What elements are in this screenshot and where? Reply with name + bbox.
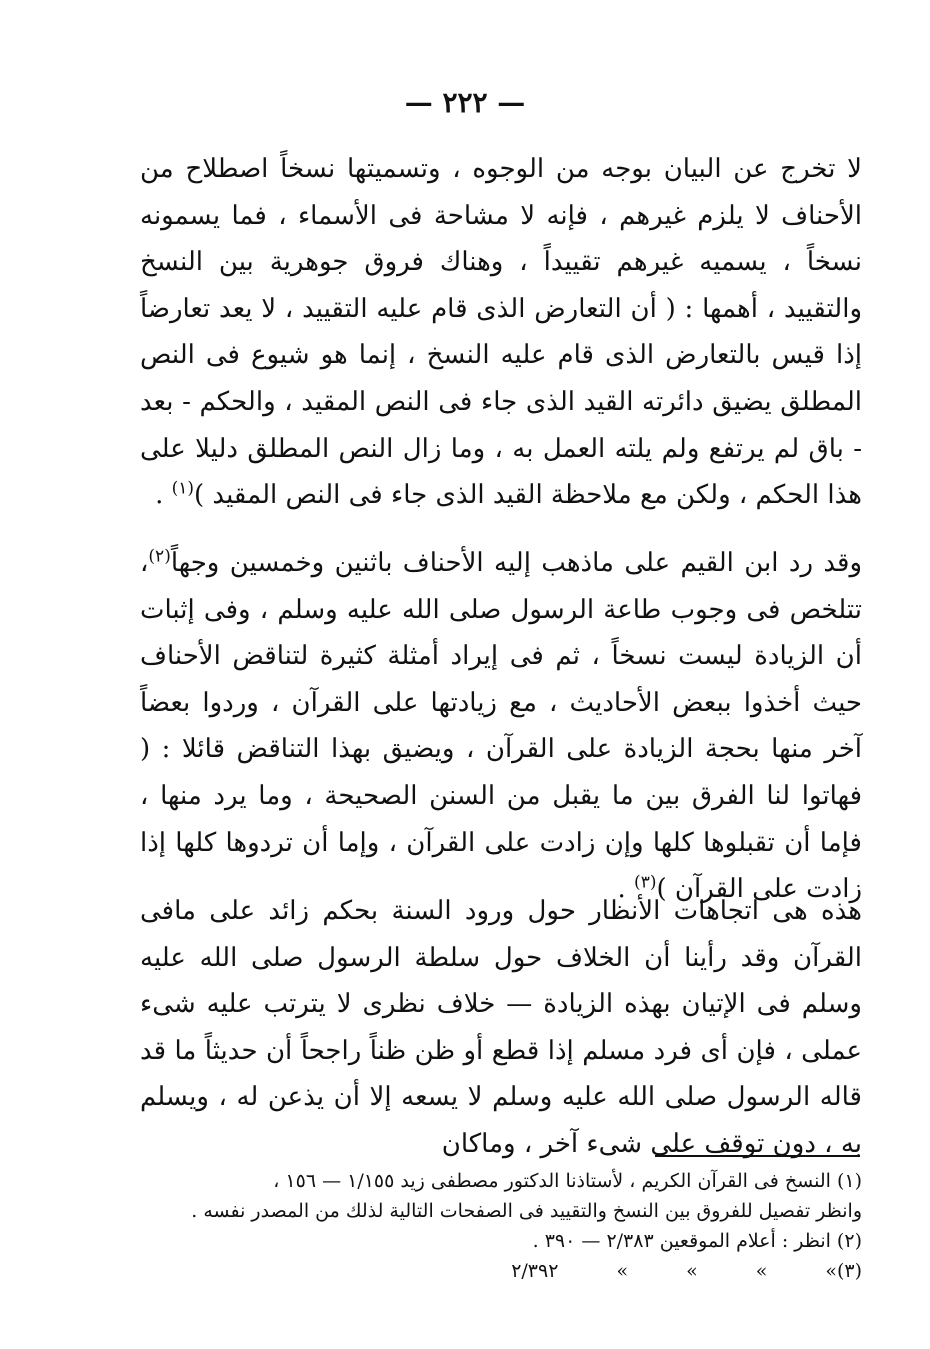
ditto-mark: »: [616, 1260, 629, 1282]
footnote-ref-3: (٣): [634, 872, 657, 893]
paragraph-1-text: لا تخرج عن البيان بوجه من الوجوه ، وتسميتها نسخاً اصطلاح من الأحناف لا يلزم غيرهم ، فإنه لا مشاحة فى الأسماء ، فما يسمونه نسخاً ، يسميه غيرهم تقييداً ، وهناك فروق جوهرية بين النسخ والتقييد ، أهمها : ( أن التعارض الذى قام عليه التقييد ، لا يعد تعارضاً إذا قيس بالتعارض الذى قام عليه النسخ ، إنما هو شيوع فى النص المطلق يضيق دائرته القيد الذى جاء فى النص المقيد ، والحكم - بعد - باق لم يرتفع ولم يلته العمل به ، وما زال النص المطلق دليلا على هذا الحكم ، ولكن مع ملاحظة القيد الذى جاء فى النص المقيد ): [140, 154, 862, 511]
paragraph-2: [140, 540, 862, 913]
paragraph-2-end: .: [617, 874, 635, 905]
footnote-3-number: (٣): [836, 1260, 862, 1282]
ditto-mark: »: [755, 1260, 768, 1282]
paragraph-2-lead: وقد رد ابن القيم على ماذهب إليه الأحناف باثنين وخمسين وجهاً: [170, 548, 862, 578]
footnotes: [140, 1166, 862, 1286]
footnote-2: (٢) انظر : أعلام الموقعين ٢/٣٨٣ — ٣٩٠ .: [532, 1230, 862, 1252]
footnote-ref-1: (١): [171, 478, 195, 499]
footnote-separator: [655, 1155, 860, 1157]
footnote-3-reference: ٢/٣٩٢: [511, 1260, 559, 1282]
paragraph-3-text: هذه هى اتجاهات الأنظار حول ورود السنة بحكم زائد على مافى القرآن وقد رأينا أن الخلاف حول سلطة الرسول صلى الله عليه وسلم فى الإتيان بهذه الزيادة — خلاف نظرى لا يترتب عليه شىء عملى ، فإن أى فرد مسلم إذا قطع أو ظن ظناً راجحاً أن حديثاً ما قد قاله الرسول صلى الله عليه وسلم لا يسعه إلا أن يذعن له ، ويسلم به ، دون توقف على شىء آخر ، وماكان: [140, 896, 862, 1159]
footnote-ref-2: (٢): [148, 546, 171, 567]
ditto-mark: »: [686, 1260, 698, 1282]
page-number: — ٢٢٢ —: [404, 86, 526, 119]
footnote-1-line-1: (١) النسخ فى القرآن الكريم ، لأستاذنا الدكتور مصطفى زيد ١/١٥٥ — ١٥٦ ،: [273, 1170, 862, 1192]
paragraph-1-end: .: [155, 480, 172, 511]
paragraph-2-text: ، تتلخص فى وجوب طاعة الرسول صلى الله عليه وسلم ، وفى إثبات أن الزيادة ليست نسخاً ، ثم فى إيراد أمثلة كثيرة لتناقض الأحناف حيث أخذوا ببعض الأحاديث ، مع زيادتها على القرآن ، وردوا بعضاً آخر منها بحجة الزيادة على القرآن ، ويضيق بهذا التناقض قائلا : ( فهاتوا لنا الفرق بين ما يقبل من السنن الصحيحة ، وما يرد منها ، فإما أن تقبلوها كلها وإن زادت على القرآن ، وإما أن تردوها كلها إذا زادت على القرآن ): [140, 548, 862, 905]
ditto-mark: »: [825, 1260, 837, 1282]
footnote-1-line-2: وانظر تفصيل للفروق بين النسخ والتقييد فى الصفحات التالية لذلك من المصدر نفسه .: [191, 1200, 862, 1222]
paragraph-1: [140, 146, 862, 519]
footnote-3: [140, 1256, 862, 1286]
paragraph-3: [140, 888, 862, 1168]
